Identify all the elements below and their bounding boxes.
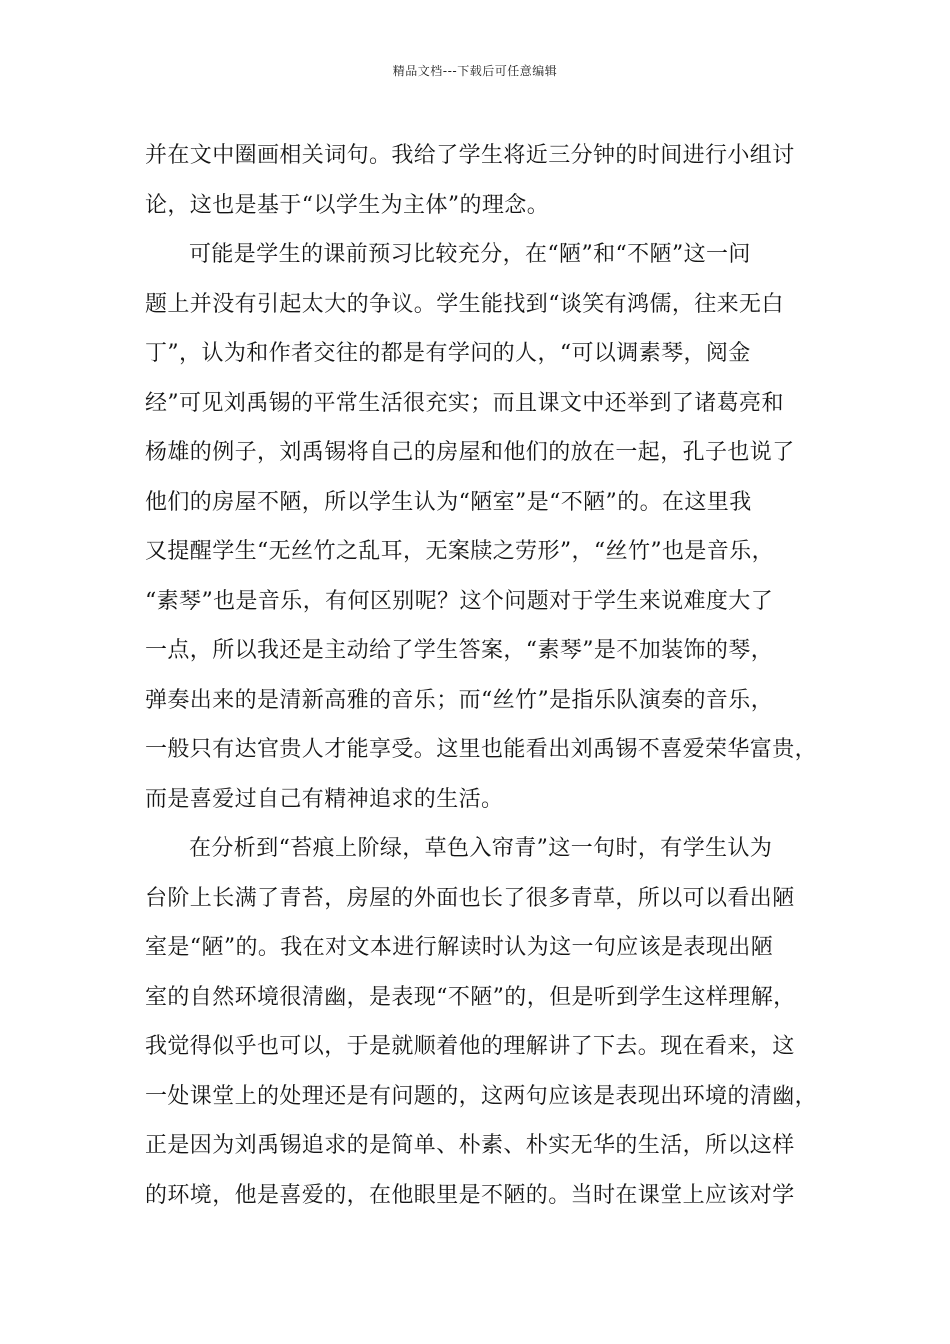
text-line: 而是喜爱过自己有精神追求的生活。 (145, 786, 504, 812)
text-line: 并在文中圈画相关词句。我给了学生将近三分钟的时间进行小组讨 (145, 143, 795, 168)
text-line: 丁”，认为和作者交往的都是有学问的人，“可以调素琴，阅金 (145, 341, 751, 366)
text-line: 他们的房屋不陋，所以学生认为“陋室”是“不陋”的。在这里我 (145, 489, 752, 515)
text-line: 经”可见刘禹锡的平常生活很充实；而且课文中还举到了诸葛亮和 (145, 390, 784, 416)
text-line: 台阶上长满了青苔，房屋的外面也长了很多青草，所以可以看出陋 (145, 885, 795, 911)
text-line: 我觉得似乎也可以，于是就顺着他的理解讲了下去。现在看来，这 (145, 1034, 795, 1059)
text-line: 杨雄的例子，刘禹锡将自己的房屋和他们的放在一起，孔子也说了 (145, 440, 795, 465)
text-line: 弹奏出来的是清新高雅的音乐；而“丝竹”是指乐队演奏的音乐， (145, 687, 774, 713)
text-line: 一点，所以我还是主动给了学生答案，“素琴”是不加装饰的琴， (145, 638, 774, 663)
text-line: 一处课堂上的处理还是有问题的，这两句应该是表现出环境的清幽， (145, 1083, 818, 1109)
text-line: “素琴”也是音乐，有何区别呢？这个问题对于学生来说难度大了 (145, 588, 774, 614)
text-line: 论，这也是基于“以学生为主体”的理念。 (145, 192, 550, 218)
text-line: 正是因为刘禹锡追求的是简单、朴素、朴实无华的生活，所以这样 (145, 1133, 795, 1158)
paragraph-start-line: 可能是学生的课前预习比较充分，在“陋”和“不陋”这一问 (189, 242, 751, 267)
text-line: 题上并没有引起太大的争议。学生能找到“谈笑有鸿儒，往来无白 (145, 291, 784, 317)
text-line: 室是“陋”的。我在对文本进行解读时认为这一句应该是表现出陋 (145, 935, 774, 960)
text-line: 的环境，他是喜爱的，在他眼里是不陋的。当时在课堂上应该对学 (145, 1182, 795, 1208)
body-text (145, 131, 825, 1220)
paragraph-start-line: 在分析到“苔痕上阶绿，草色入帘青”这一句时，有学生认为 (189, 836, 773, 861)
text-line: 一般只有达官贵人才能享受。这里也能看出刘禹锡不喜爱荣华富贵， (145, 737, 818, 762)
text-line: 又提醒学生“无丝竹之乱耳，无案牍之劳形”，“丝竹”也是音乐， (145, 539, 774, 564)
text-line: 室的自然环境很清幽，是表现“不陋”的，但是听到学生这样理解， (145, 984, 796, 1010)
page-header: 精品文档---下载后可任意编辑 (392, 64, 558, 78)
